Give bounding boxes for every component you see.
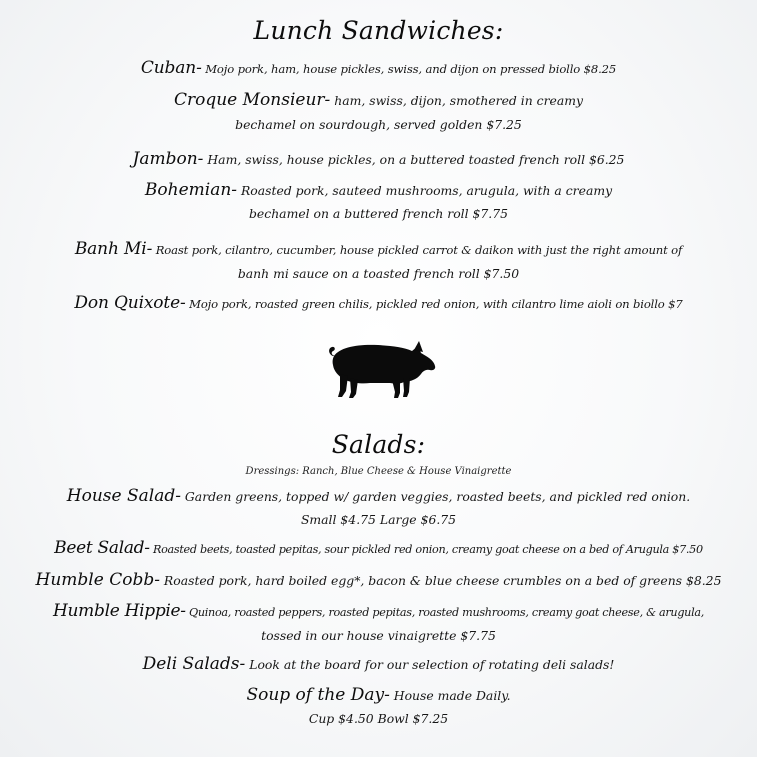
item-description: Roasted pork, sauteed mushrooms, arugula, with a creamy [237,183,613,198]
menu-item-cuban [0,58,757,78]
item-description: Roast pork, cilantro, cucumber, house pickled carrot & daikon with just the right amount of [152,243,683,257]
menu-item-jambon [0,149,757,169]
item-name: Beet Salad- [54,538,150,558]
item-description: Mojo pork, roasted green chilis, pickled red onion, with cilantro lime aioli on biollo $7 [185,297,683,311]
menu-item-croque-monsieur [0,90,757,110]
menu-item-soup-of-the-day [0,685,757,705]
pig-silhouette-icon [326,338,438,400]
item-description: Ham, swiss, house pickles, on a buttered toasted french roll $6.25 [203,152,625,167]
item-description: Garden greens, topped w/ garden veggies, roasted beets, and pickled red onion. [180,489,691,504]
menu-item-humble-cobb [0,570,757,590]
item-description: ham, swiss, dijon, smothered in creamy [330,93,583,108]
menu-item-deli-salads [0,654,757,674]
item-description: House made Daily. [389,688,511,703]
menu-item-banh-mi [0,239,757,259]
menu-item-humble-hippie [0,601,757,621]
item-name: Bohemian- [144,180,238,200]
item-description: Quinoa, roasted peppers, roasted pepitas, roasted mushrooms, creamy goat cheese, & arugula, [185,606,704,619]
item-description: Roasted pork, hard boiled egg*, bacon & blue cheese crumbles on a bed of greens $8.25 [159,573,722,588]
item-name: House Salad- [66,486,181,506]
menu-item-banh-mi-line2: banh mi sauce on a toasted french roll $7.50 [237,266,520,281]
menu-item-bohemian-line2: bechamel on a buttered french roll $7.75 [249,206,508,221]
item-description: Roasted beets, toasted pepitas, sour pickled red onion, creamy goat cheese on a bed of Arugula $7.50 [149,543,703,556]
item-name: Don Quixote- [74,293,186,313]
dressings-note: Dressings: Ranch, Blue Cheese & House Vinaigrette [245,466,512,477]
item-name: Banh Mi- [74,239,153,259]
menu-item-don-quixote [0,293,757,313]
menu-item-humble-hippie-line2: tossed in our house vinaigrette $7.75 [261,628,496,643]
sandwiches-title: Lunch Sandwiches: [253,16,504,45]
menu-item-soup-prices: Cup $4.50 Bowl $7.25 [308,711,449,726]
menu-item-croque-monsieur-line2: bechamel on sourdough, served golden $7.25 [235,117,522,132]
item-name: Jambon- [132,149,204,169]
salads-title: Salads: [331,430,426,459]
menu-item-house-salad-prices: Small $4.75 Large $6.75 [300,512,457,527]
item-name: Soup of the Day- [246,685,390,705]
menu-item-bohemian [0,180,757,200]
item-description: Look at the board for our selection of rotating deli salads! [245,657,615,672]
item-name: Humble Cobb- [35,570,160,590]
item-name: Croque Monsieur- [173,90,331,110]
item-name: Humble Hippie- [53,601,186,621]
item-name: Deli Salads- [142,654,246,674]
menu-item-beet-salad [0,538,757,558]
item-name: Cuban- [140,58,202,78]
menu-item-house-salad [0,486,757,506]
item-description: Mojo pork, ham, house pickles, swiss, and dijon on pressed biollo $8.25 [201,62,617,76]
